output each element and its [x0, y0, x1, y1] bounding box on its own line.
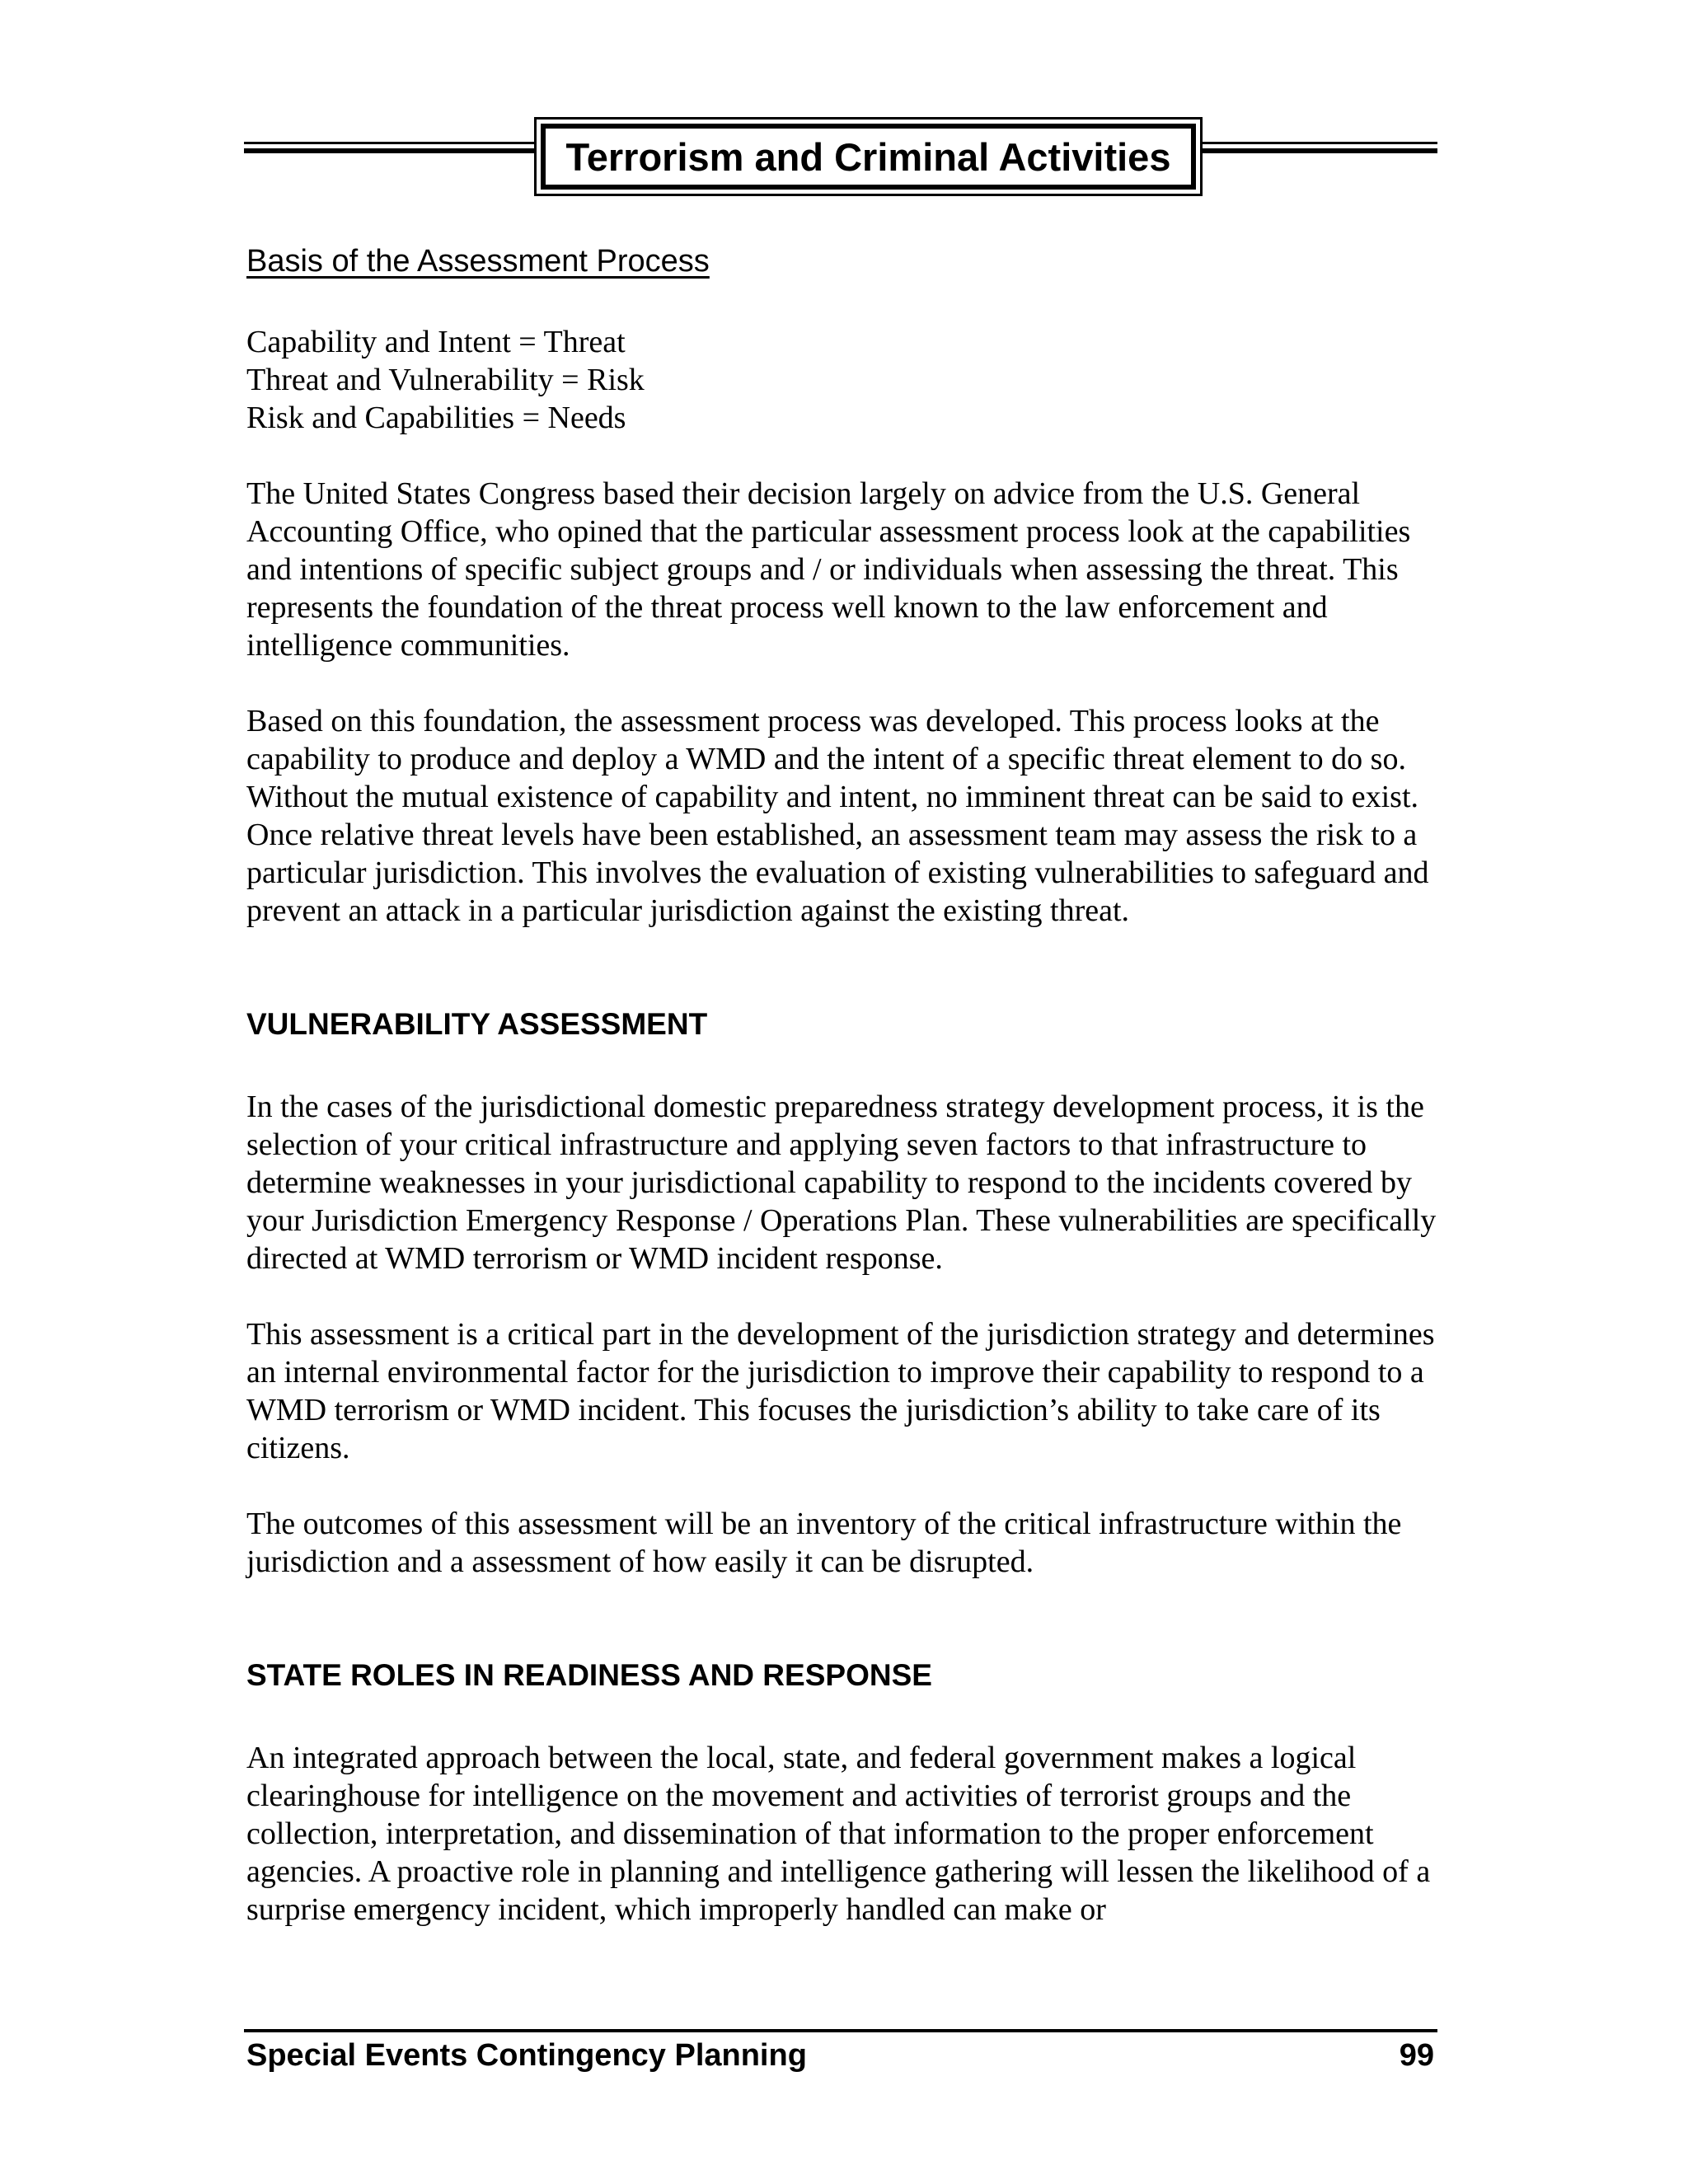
header-rule-left	[244, 142, 534, 153]
section-heading-state-roles: STATE ROLES IN READINESS AND RESPONSE	[246, 1658, 932, 1692]
header-title-box	[534, 117, 1203, 196]
body-paragraph: This assessment is a critical part in the development of the jurisdiction strategy and determines an internal environmental factor for the jurisdiction to improve their capability to respond to a WMD terrorism or WMD incident. This focuses the jurisdiction’s ability to take care of its citizens.	[246, 1317, 1435, 1465]
section-subheading: Basis of the Assessment Process	[246, 244, 710, 279]
assessment-formulas	[246, 323, 1442, 437]
body-paragraph: The United States Congress based their decision largely on advice from the U.S. General Accounting Office, who opined that the particular assessment process look at the capabilities and intentions of specific subject groups and / or individuals when assessing the threat. This represents the foundation of the threat process well known to the law enforcement and intelligence communities.	[246, 476, 1411, 663]
formula-line: Threat and Vulnerability = Risk	[246, 363, 645, 397]
footer-page-number: 99	[1399, 2038, 1434, 2073]
page-title: Terrorism and Criminal Activities	[565, 134, 1171, 179]
body-paragraph: In the cases of the jurisdictional domestic preparedness strategy development process, it is the selection of your critical infrastructure and applying seven factors to that infrastructure to determine weaknesses in your jurisdictional capability to respond to the incidents covered by your Jurisdiction Emergency Response / Operations Plan. These vulnerabilities are specifically directed at WMD terrorism or WMD incident response.	[246, 1090, 1437, 1276]
footer-rule	[244, 2029, 1437, 2032]
body-paragraph: The outcomes of this assessment will be an inventory of the critical infrastructure within the jurisdiction and a assessment of how easily it can be disrupted.	[246, 1507, 1402, 1579]
document-body	[246, 241, 1442, 1966]
header-title-inner-frame	[541, 124, 1196, 190]
footer-document-title: Special Events Contingency Planning	[246, 2038, 807, 2073]
formula-line: Risk and Capabilities = Needs	[246, 401, 626, 435]
section-heading-vulnerability-assessment: VULNERABILITY ASSESSMENT	[246, 1007, 708, 1041]
formula-line: Capability and Intent = Threat	[246, 325, 626, 359]
body-paragraph: An integrated approach between the local, state, and federal government makes a logical clearinghouse for intelligence on the movement and activities of terrorist groups and the collection, interpretation, and dissemination of that information to the proper enforcement agencies. A proactive role in planning and intelligence gathering will lessen the likelihood of a surprise emergency incident, which improperly handled can make or	[246, 1741, 1431, 1927]
header-rule-right	[1203, 142, 1437, 153]
body-paragraph: Based on this foundation, the assessment process was developed. This process looks at the capability to produce and deploy a WMD and the intent of a specific threat element to do so. Without the mutual existence of capability and intent, no imminent threat can be said to exist. Once relative threat levels have been established, an assessment team may assess the risk to a particular jurisdiction. This involves the evaluation of existing vulnerabilities to safeguard and prevent an attack in a particular jurisdiction against the existing threat.	[246, 704, 1429, 928]
